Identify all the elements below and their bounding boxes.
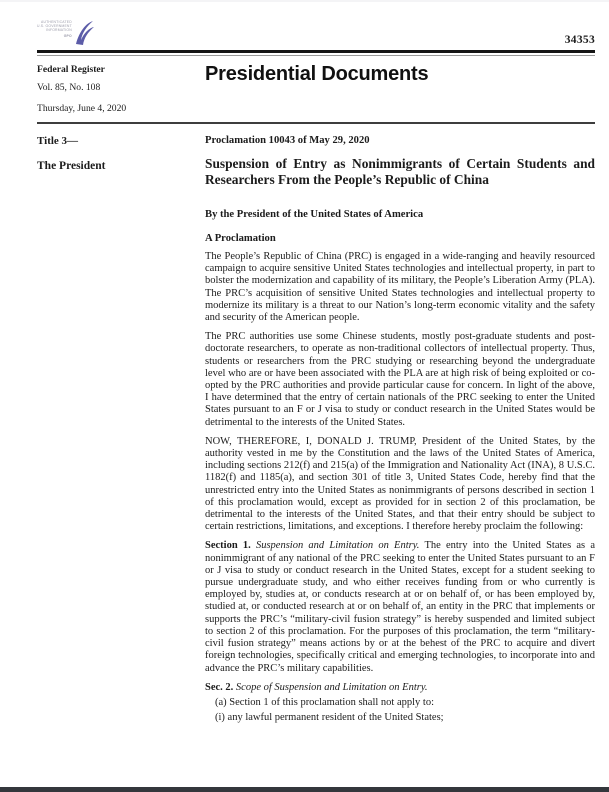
president-byline: By the President of the United States of America bbox=[205, 209, 424, 220]
paragraph: NOW, THEREFORE, I, DONALD J. TRUMP, President of the United States, by the authority vested in me by the Constitution and the laws of the United States of America, including sections 212(f) and 215(a) of the Immigration and Nationality Act (INA), 8 U.S.C. 1182(f) and 1185(a), and section 301 of title 3, United States Code, hereby find that the unrestricted entry into the United States as nonimmigrants of persons described in section 1 of this proclamation would, except as provided for in section 2 of this proclamation, be detrimental to the interests of the United States, and that their entry should be subject to certain restrictions, limitations, and exceptions. I therefore hereby proclaim the following: bbox=[205, 435, 595, 533]
proclamation-number-line: Proclamation 10043 of May 29, 2020 bbox=[205, 135, 370, 146]
gpo-logo-text bbox=[37, 20, 72, 38]
document-body bbox=[37, 135, 595, 724]
paragraph: The People’s Republic of China (PRC) is engaged in a wide-ranging and heavily resourced campaign to acquire sensitive United States technologies and intellectual property, in part to bolster the modernization and capability of its military, the People’s Liberation Army (PLA). The PRC’s acquisition of sensitive United States technologies and intellectual property to modernize its military is a threat to our Nation’s long-term economic vitality and the safety and security of the American people. bbox=[205, 251, 595, 324]
publication-header bbox=[37, 64, 595, 114]
page-bottom-edge bbox=[0, 787, 609, 792]
gpo-logo-line: U.S. GOVERNMENT bbox=[37, 24, 72, 29]
gpo-acronym-label: GPO bbox=[63, 33, 72, 38]
section-2-title: Scope of Suspension and Limitation on Entry. bbox=[235, 681, 428, 693]
the-president-label: The President bbox=[37, 160, 106, 172]
section-heading: Presidential Documents bbox=[205, 63, 429, 85]
rule-thick bbox=[37, 50, 595, 53]
a-proclamation-heading: A Proclamation bbox=[205, 233, 276, 244]
publication-volume: Vol. 85, No. 108 bbox=[37, 82, 101, 93]
section-1-label: Section 1. bbox=[205, 540, 251, 552]
gpo-swoosh-icon bbox=[73, 20, 95, 46]
section-2-heading bbox=[205, 682, 595, 694]
section-2-item-i: (i) any lawful permanent resident of the United States; bbox=[215, 712, 444, 724]
page-top-edge bbox=[0, 0, 609, 2]
gpo-authentication-logo bbox=[37, 18, 95, 46]
masthead-row bbox=[37, 8, 595, 46]
proclamation-title: Suspension of Entry as Nonimmigrants of Certain Students and Researchers From the People’s Republic of China bbox=[205, 156, 595, 187]
title-sidebar bbox=[37, 135, 205, 724]
paragraph: The PRC authorities use some Chinese students, mostly post-graduate students and post-doctorate researchers, to operate as non-traditional collectors of intellectual property. Thus, students or researchers from the PRC studying or researching beyond the undergraduate level who are or have been associated with the PLA are at high risk of being exploited or co-opted by the PRC authorities and provide particular cause for concern. In light of the above, I have determined that the entry of certain nationals of the PRC seeking to enter the United States pursuant to an F or J visa to study or conduct research in the United States would be detrimental to the interests of the United States. bbox=[205, 331, 595, 428]
section-1-title: Suspension and Limitation on Entry. bbox=[255, 540, 420, 552]
rule-thin bbox=[37, 55, 595, 56]
section-1-text: The entry into the United States as a nonimmigrant of any national of the PRC seeking to enter the United States pursuant to an F or J visa to study or conduct research in the United States, except for a student seeking to pursue undergraduate study, and who either receives funding from or who currently is employed by, studies at, or conducts research at or on behalf of, or has been employed by, studied at, or conducted research at or on behalf of, an entity in the PRC that implements or supports the PRC’s “military-civil fusion strategy” is hereby suspended and limited subject to section 2 of this proclamation. For the purposes of this proclamation, the term “military-civil fusion strategy” means actions by or at the behest of the PRC to acquire and divert foreign technologies, specifically critical and emerging technologies, to incorporate into and advance the PRC’s military capabilities. bbox=[205, 540, 595, 674]
publication-name: Federal Register bbox=[37, 64, 105, 75]
gpo-logo-line: INFORMATION bbox=[46, 28, 72, 33]
title-3-label: Title 3— bbox=[37, 135, 79, 147]
proclamation-column bbox=[205, 135, 595, 724]
header-bottom-rule bbox=[37, 122, 595, 124]
gpo-logo-line: AUTHENTICATED bbox=[41, 20, 72, 24]
publication-date: Thursday, June 4, 2020 bbox=[37, 103, 127, 114]
section-1-paragraph bbox=[205, 540, 595, 674]
publication-info bbox=[37, 64, 205, 114]
masthead-double-rule bbox=[37, 50, 595, 56]
section-2-label: Sec. 2. bbox=[205, 681, 234, 693]
page-number: 34353 bbox=[564, 34, 595, 46]
section-2-item-a: (a) Section 1 of this proclamation shall not apply to: bbox=[215, 696, 434, 708]
